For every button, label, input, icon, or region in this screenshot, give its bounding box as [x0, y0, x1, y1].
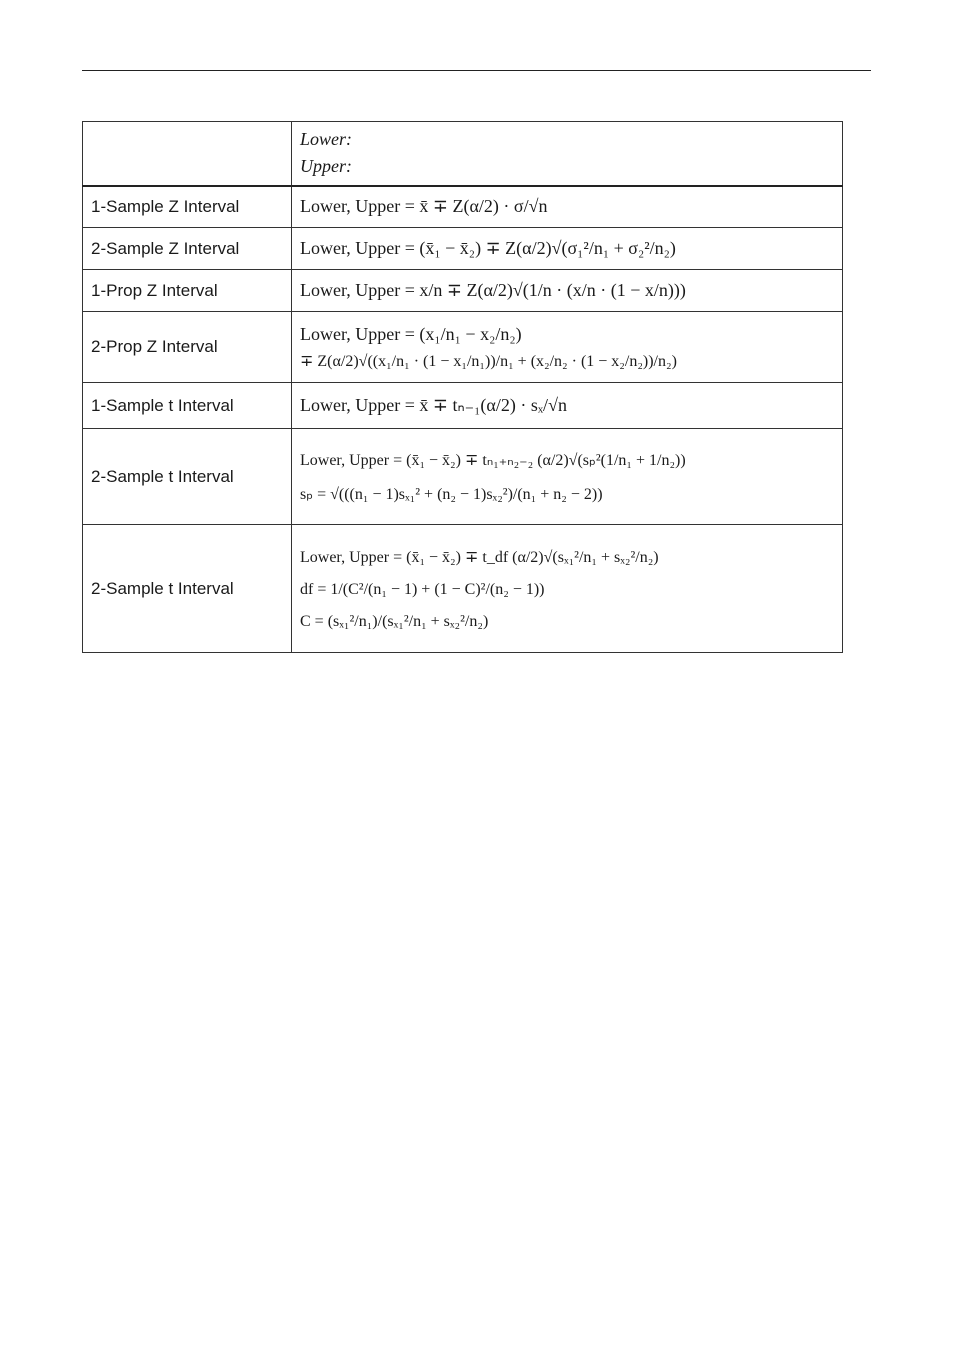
table-row	[83, 429, 843, 525]
table-row	[83, 312, 843, 383]
formula-line: Lower, Upper = (x̄₁ − x̄₂) ∓ Z(α/2)√(σ₁²/n₁ + σ₂²/n₂)	[300, 238, 676, 258]
test-name: 2-Sample t Interval	[83, 525, 292, 653]
test-name: 1-Sample t Interval	[83, 383, 292, 429]
test-name: 2-Sample Z Interval	[83, 228, 292, 270]
table-row	[83, 228, 843, 270]
confidence-interval-table	[82, 121, 843, 653]
formula-line: Lower, Upper = x̄ ∓ tₙ₋₁(α/2) · sₓ/√n	[300, 395, 567, 415]
formula-line: Lower, Upper = (x̄₁ − x̄₂) ∓ tₙ₁₊ₙ₂₋₂ (α/2)√(sₚ²(1/n₁ + 1/n₂))	[300, 451, 686, 469]
header-upper: Upper:	[300, 156, 352, 177]
table-row	[83, 525, 843, 653]
formula-cell	[292, 312, 843, 383]
formula-line: ∓ Z(α/2)√((x₁/n₁ · (1 − x₁/n₁))/n₁ + (x₂/n₂ · (1 − x₂/n₂))/n₂)	[300, 352, 677, 370]
formula-cell	[292, 228, 843, 270]
test-name: 1-Prop Z Interval	[83, 270, 292, 312]
header-lower: Lower:	[300, 129, 353, 150]
test-name: 2-Prop Z Interval	[83, 312, 292, 383]
formula-cell	[292, 186, 843, 228]
header-formula-cell	[292, 122, 843, 186]
formula-line: Lower, Upper = x̄ ∓ Z(α/2) · σ/√n	[300, 196, 548, 217]
table-header-row	[83, 122, 843, 186]
top-rule	[82, 70, 871, 71]
formula-cell	[292, 525, 843, 653]
formula-line: df = 1/(C²/(n₁ − 1) + (1 − C)²/(n₂ − 1))	[300, 580, 545, 598]
formula-line: Lower, Upper = (x₁/n₁ − x₂/n₂)	[300, 323, 522, 344]
formula-line: sₚ = √(((n₁ − 1)sₓ₁² + (n₂ − 1)sₓ₂²)/(n₁ + n₂ − 2))	[300, 485, 603, 503]
table-row	[83, 270, 843, 312]
formula-cell	[292, 383, 843, 429]
formula-line: Lower, Upper = (x̄₁ − x̄₂) ∓ t_df (α/2)√(sₓ₁²/n₁ + sₓ₂²/n₂)	[300, 548, 659, 566]
formula-cell	[292, 270, 843, 312]
test-name: 2-Sample t Interval	[83, 429, 292, 525]
formula-line: C = (sₓ₁²/n₁)/(sₓ₁²/n₁ + sₓ₂²/n₂)	[300, 612, 489, 630]
formula-cell	[292, 429, 843, 525]
test-name: 1-Sample Z Interval	[83, 186, 292, 228]
formula-line: Lower, Upper = x/n ∓ Z(α/2)√(1/n · (x/n · (1 − x/n)))	[300, 280, 686, 300]
table-row	[83, 383, 843, 429]
header-empty-cell	[83, 122, 292, 186]
table-row	[83, 186, 843, 228]
